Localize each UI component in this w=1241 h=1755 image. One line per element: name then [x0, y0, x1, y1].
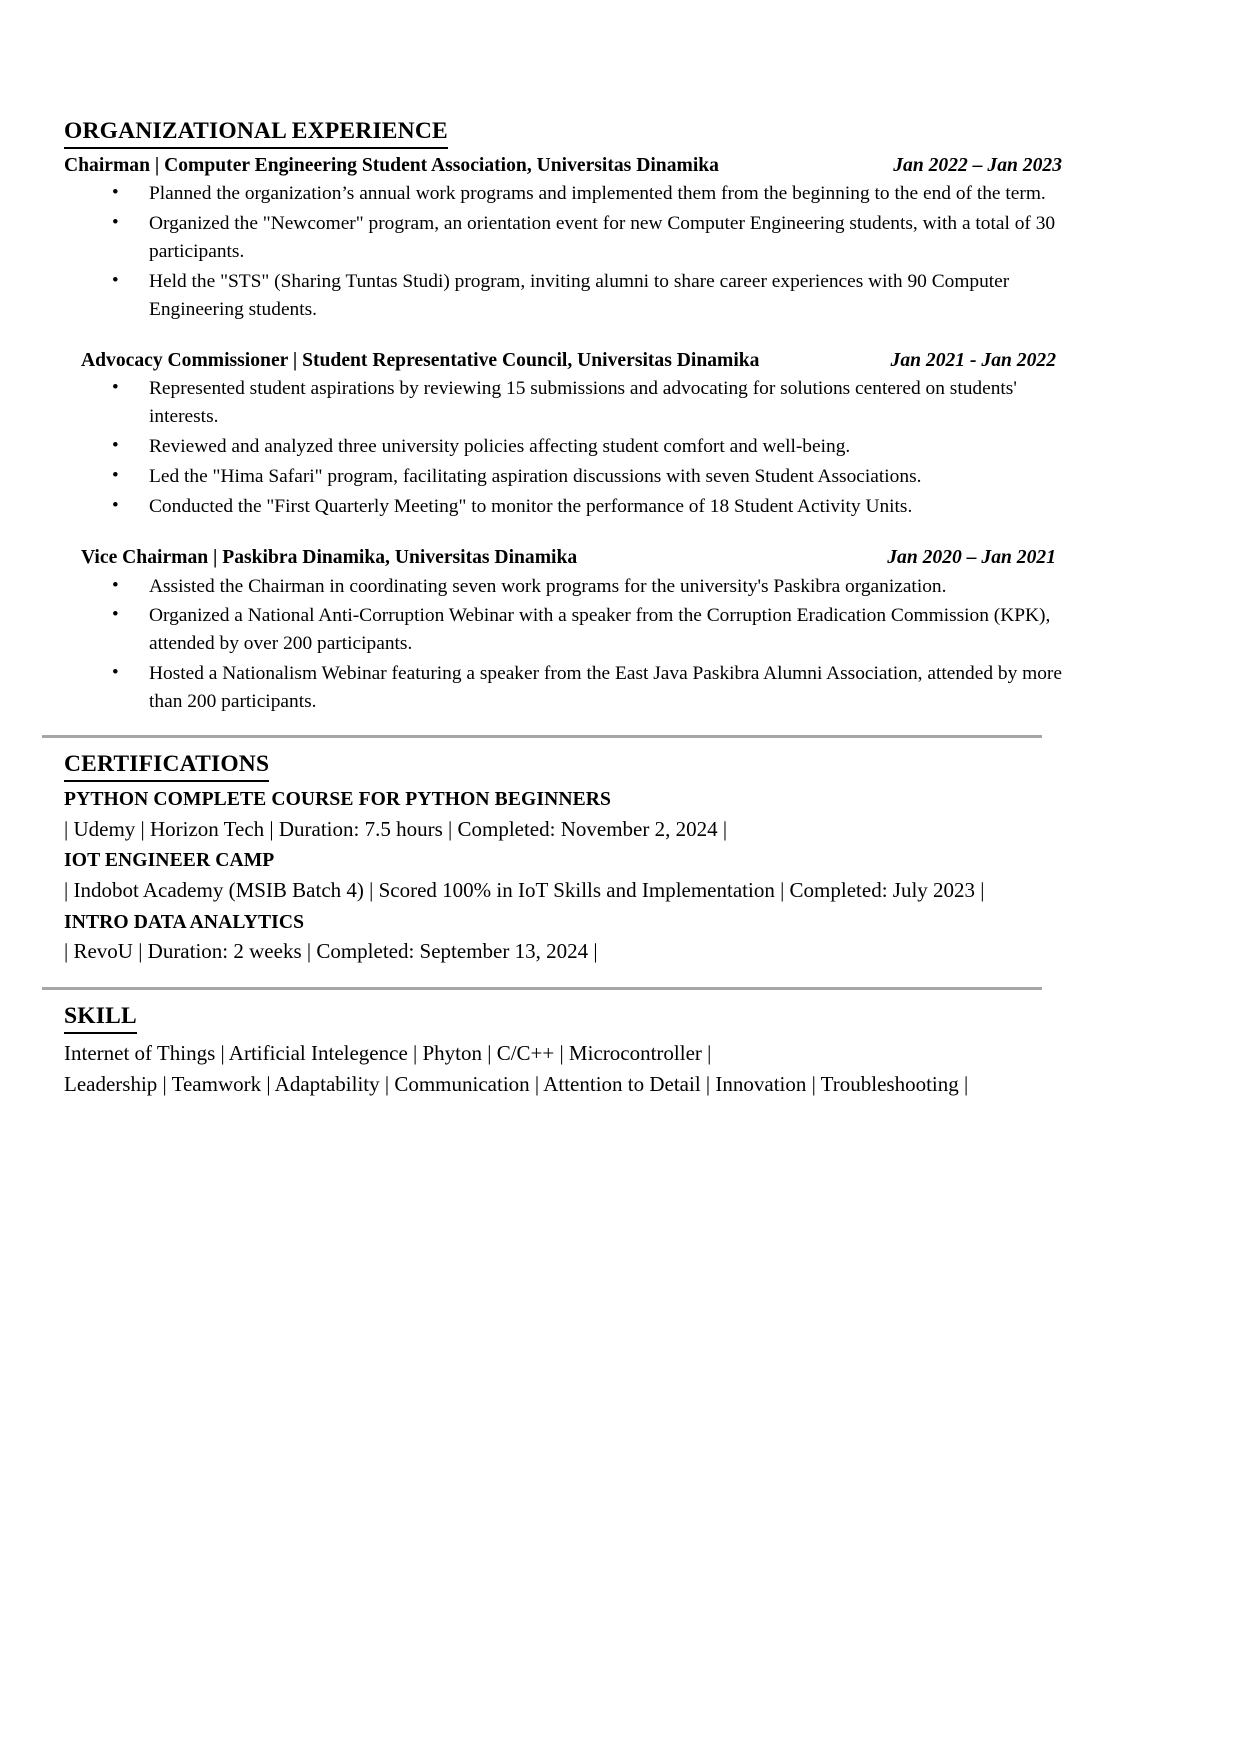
role-bullet-list: [64, 375, 1064, 521]
certification-title: IOT ENGINEER CAMP: [64, 850, 275, 872]
role-title: Advocacy Commissioner | Student Representative Council, Universitas Dinamika: [81, 349, 760, 371]
role-dates: Jan 2022 – Jan 2023: [893, 154, 1062, 176]
certification-detail: | Indobot Academy (MSIB Batch 4) | Scored 100% in IoT Skills and Implementation | Completed: July 2023 |: [64, 878, 985, 903]
divider-wrap: [64, 718, 1064, 751]
role-title: Chairman | Computer Engineering Student Association, Universitas Dinamika: [64, 154, 719, 176]
role-title: Vice Chairman | Paskibra Dinamika, Universitas Dinamika: [81, 547, 578, 569]
role-heading-row: [64, 545, 1064, 570]
list-item: • Organized the "Newcomer" program, an orientation event for new Computer Engineering students, with a total of 30 participants.: [64, 210, 1064, 266]
divider-wrap: [64, 970, 1064, 1003]
role-bullet-list: [64, 180, 1064, 324]
certifications-heading-wrap: [64, 751, 1064, 782]
role-bullet-list: [64, 573, 1064, 717]
section-title-certifications: CERTIFICATIONS: [64, 751, 269, 782]
list-item: • Led the "Hima Safari" program, facilitating aspiration discussions with seven Student Associations.: [64, 463, 1064, 491]
spacer: [64, 523, 1064, 545]
section-divider: [42, 735, 1042, 738]
certification-item: [64, 909, 1064, 968]
role-heading-row: [64, 348, 1064, 373]
certification-item: [64, 847, 1064, 906]
role-dates: Jan 2021 - Jan 2022: [890, 349, 1056, 371]
list-item: • Represented student aspirations by reviewing 15 submissions and advocating for solutions centered on students' interests.: [64, 375, 1064, 431]
section-title-organizational-experience: ORGANIZATIONAL EXPERIENCE: [64, 118, 448, 149]
certification-title: INTRO DATA ANALYTICS: [64, 911, 305, 933]
certification-detail: | RevoU | Duration: 2 weeks | Completed: September 13, 2024 |: [64, 939, 598, 964]
skill-line: Internet of Things | Artificial Intelegence | Phyton | C/C++ | Microcontroller |: [64, 1040, 712, 1065]
certification-item: [64, 786, 1064, 845]
skill-heading-wrap: [64, 1003, 1064, 1034]
certification-detail: | Udemy | Horizon Tech | Duration: 7.5 hours | Completed: November 2, 2024 |: [64, 816, 728, 841]
skill-line: Leadership | Teamwork | Adaptability | Communication | Attention to Detail | Innovation | Troubleshooting |: [64, 1072, 969, 1097]
list-item: • Reviewed and analyzed three university policies affecting student comfort and well-being.: [64, 433, 1064, 461]
list-item: • Organized a National Anti-Corruption Webinar with a speaker from the Corruption Eradication Commission (KPK), attended by over 200 participants.: [64, 602, 1064, 658]
list-item: • Planned the organization’s annual work programs and implemented them from the beginning to the end of the term.: [64, 180, 1064, 208]
experience-entry: [64, 153, 1064, 324]
experience-entry: [64, 545, 1064, 716]
list-item: • Hosted a Nationalism Webinar featuring a speaker from the East Java Paskibra Alumni Association, attended by more than 200 participants.: [64, 660, 1064, 716]
spacer: [64, 326, 1064, 348]
list-item: • Conducted the "First Quarterly Meeting" to monitor the performance of 18 Student Activity Units.: [64, 493, 1064, 521]
section-divider: [42, 987, 1042, 990]
section-skill: [64, 1003, 1064, 1102]
section-title-skill: SKILL: [64, 1003, 137, 1034]
role-heading-row: [64, 153, 1064, 178]
list-item: • Held the "STS" (Sharing Tuntas Studi) program, inviting alumni to share career experiences with 90 Computer Engineering students.: [64, 268, 1064, 324]
experience-entry: [64, 348, 1064, 521]
page-content: [64, 118, 1064, 1101]
certification-title: PYTHON COMPLETE COURSE FOR PYTHON BEGINNERS: [64, 788, 611, 810]
section-organizational-experience: [64, 118, 1064, 716]
section-certifications: [64, 751, 1064, 968]
organizational-experience-heading-wrap: [64, 118, 1064, 149]
role-dates: Jan 2020 – Jan 2021: [887, 547, 1056, 569]
list-item: • Assisted the Chairman in coordinating seven work programs for the university's Paskibra organization.: [64, 573, 1064, 601]
